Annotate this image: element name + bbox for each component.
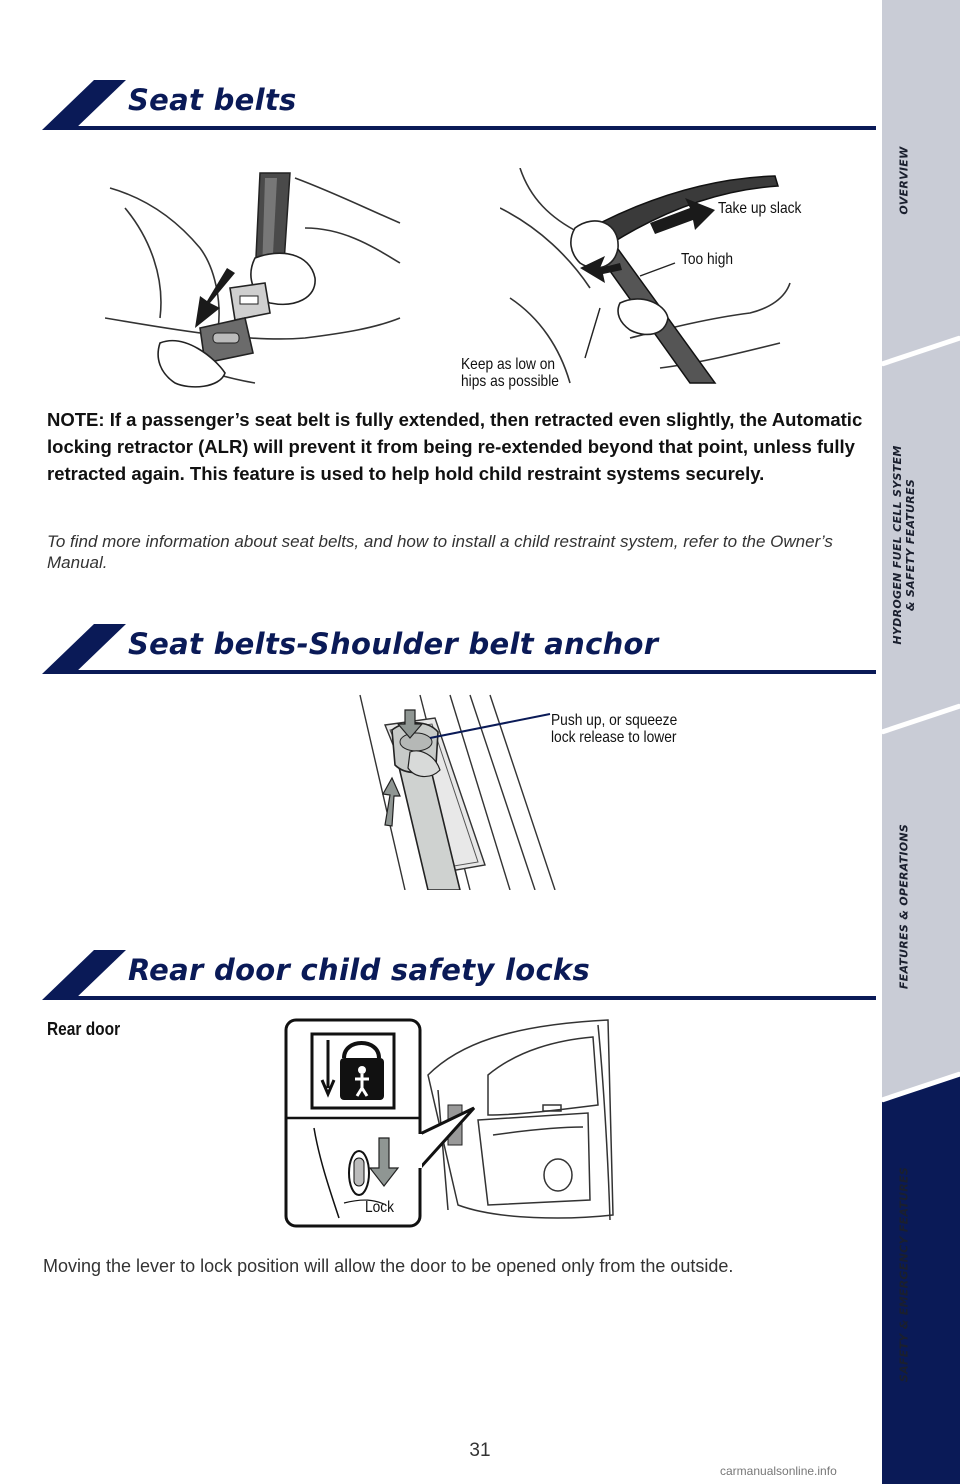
- section-title: Seat belts: [128, 83, 297, 117]
- side-tab-strip: [856, 0, 960, 1484]
- label-lock: Lock: [365, 1199, 395, 1216]
- seat-belt-note: NOTE: If a passenger’s seat belt is fully extended, then retracted even slightly, the Automatic locking retractor (ALR) will prevent it from being re-extended beyond that point, unless fully retracted again. This feature is used to help hold child restraint systems securely.: [47, 409, 863, 484]
- tab-features-operations[interactable]: FEATURES & OPERATIONS: [897, 823, 911, 990]
- child-lock-description: Moving the lever to lock position will allow the door to be opened only from the outside.: [43, 1256, 734, 1276]
- label-push-up-squeeze: Push up, or squeeze lock release to lower: [551, 712, 678, 746]
- tab-overview[interactable]: OVERVIEW: [897, 146, 911, 215]
- shoulder-anchor-illustration: [350, 690, 560, 890]
- section-header-shoulder-anchor: [42, 624, 876, 674]
- seat-belt-owners-manual-note: To find more information about seat belts, and how to install a child restraint system, refer to the Owner’s Manual.: [47, 532, 833, 572]
- section-header-child-locks: [42, 950, 876, 1000]
- section-title: Rear door child safety locks: [128, 953, 591, 987]
- rear-door-label: Rear door: [47, 1019, 121, 1039]
- label-keep-low: Keep as low on hips as possible: [461, 356, 559, 390]
- label-too-high: Too high: [681, 251, 734, 268]
- label-take-up-slack: Take up slack: [718, 200, 802, 217]
- watermark: carmanualsonline.info: [720, 1464, 837, 1478]
- section-title: Seat belts-Shoulder belt anchor: [128, 627, 659, 661]
- tab-safety-emergency[interactable]: SAFETY & EMERGENCY FEATURES: [897, 1166, 911, 1383]
- tab-hydrogen-fuel-cell[interactable]: HYDROGEN FUEL CELL SYSTEM & SAFETY FEATURES: [891, 445, 917, 645]
- seat-belt-buckle-illustration: [105, 168, 405, 393]
- page-number: 31: [469, 1440, 491, 1461]
- section-header-seat-belts: [42, 80, 876, 130]
